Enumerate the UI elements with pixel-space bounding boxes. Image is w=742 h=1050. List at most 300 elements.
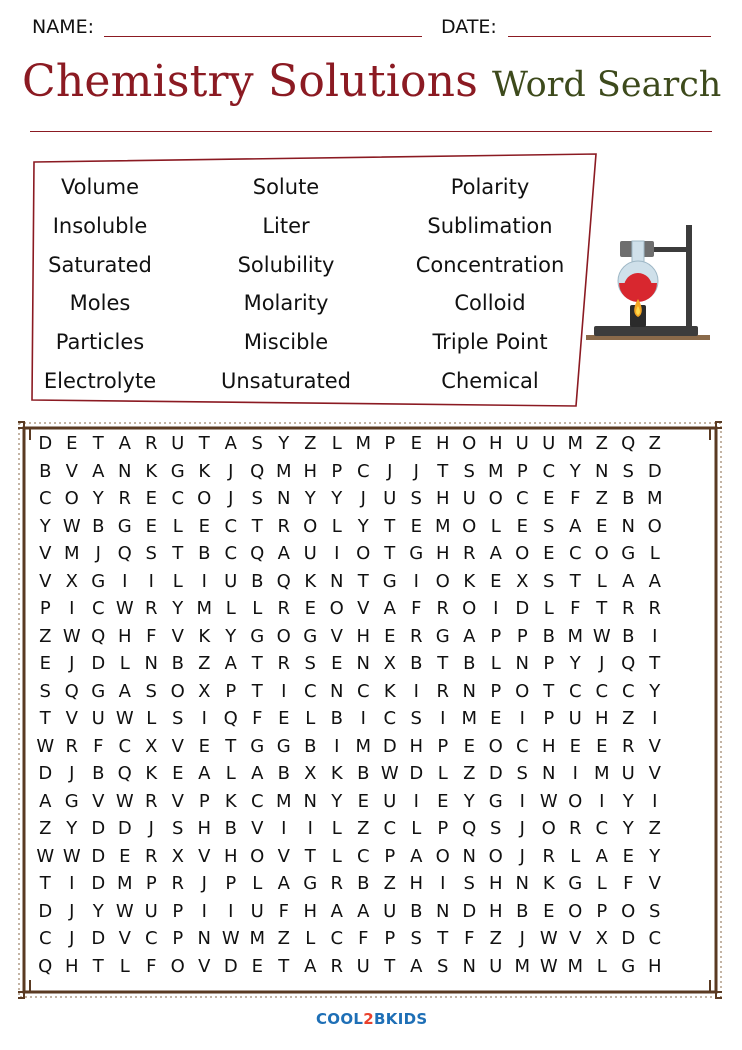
grid-cell[interactable]: O xyxy=(170,955,185,977)
grid-cell[interactable]: G xyxy=(250,625,265,647)
grid-cell[interactable]: H xyxy=(435,543,450,564)
name-field-line[interactable] xyxy=(104,36,422,37)
grid-cell[interactable]: Z xyxy=(39,818,52,839)
grid-cell[interactable]: I xyxy=(307,818,313,839)
grid-cell[interactable]: R xyxy=(171,873,184,894)
grid-cell[interactable]: T xyxy=(384,543,396,564)
grid-cell[interactable]: O xyxy=(197,488,212,509)
grid-cell[interactable]: G xyxy=(250,735,265,757)
grid-cell[interactable]: S xyxy=(172,708,184,729)
grid-cell[interactable]: I xyxy=(201,570,207,592)
grid-cell[interactable]: J xyxy=(228,460,234,482)
grid-cell[interactable]: K xyxy=(198,460,211,482)
grid-cell[interactable]: C xyxy=(250,790,264,812)
grid-cell[interactable]: G xyxy=(382,570,397,592)
grid-cell[interactable]: G xyxy=(91,680,106,702)
grid-cell[interactable]: D xyxy=(38,900,53,922)
grid-cell[interactable]: M xyxy=(355,433,372,454)
grid-cell[interactable]: D xyxy=(91,873,106,894)
grid-cell[interactable]: L xyxy=(331,433,342,454)
grid-cell[interactable]: U xyxy=(224,570,238,592)
grid-cell[interactable]: Z xyxy=(304,433,317,454)
grid-cell[interactable]: Y xyxy=(649,680,661,702)
grid-cell[interactable]: E xyxy=(357,790,369,812)
grid-cell[interactable]: E xyxy=(622,845,634,867)
grid-cell[interactable]: C xyxy=(568,543,582,564)
grid-cell[interactable]: A xyxy=(277,873,290,894)
grid-cell[interactable]: K xyxy=(463,570,476,592)
grid-cell[interactable]: P xyxy=(543,708,555,729)
grid-cell[interactable]: M xyxy=(487,460,504,482)
grid-cell[interactable]: R xyxy=(436,598,449,619)
grid-cell[interactable]: I xyxy=(228,900,234,922)
grid-cell[interactable]: Y xyxy=(649,845,661,867)
grid-cell[interactable]: N xyxy=(595,460,609,482)
grid-cell[interactable]: P xyxy=(543,653,555,674)
grid-cell[interactable]: W xyxy=(62,515,81,537)
grid-cell[interactable]: N xyxy=(462,955,476,977)
grid-cell[interactable]: O xyxy=(435,570,450,592)
grid-cell[interactable]: L xyxy=(252,873,263,894)
grid-cell[interactable]: P xyxy=(384,928,396,949)
grid-cell[interactable]: P xyxy=(225,680,237,702)
grid-cell[interactable]: E xyxy=(198,515,210,537)
grid-cell[interactable]: Q xyxy=(276,570,291,592)
grid-cell[interactable]: W xyxy=(221,928,240,949)
grid-cell[interactable]: C xyxy=(621,680,635,702)
grid-cell[interactable]: E xyxy=(278,708,290,729)
grid-cell[interactable]: L xyxy=(119,955,130,977)
grid-cell[interactable]: M xyxy=(567,625,584,647)
grid-cell[interactable]: D xyxy=(91,653,106,674)
grid-cell[interactable]: Q xyxy=(621,433,636,454)
grid-cell[interactable]: Q xyxy=(64,680,79,702)
grid-cell[interactable]: E xyxy=(145,488,157,509)
grid-cell[interactable]: C xyxy=(38,928,52,949)
grid-cell[interactable]: C xyxy=(91,598,105,619)
grid-cell[interactable]: I xyxy=(69,598,75,619)
grid-cell[interactable]: K xyxy=(383,680,396,702)
grid-cell[interactable]: T xyxy=(172,543,184,564)
grid-cell[interactable]: S xyxy=(39,680,51,702)
grid-cell[interactable]: D xyxy=(91,845,106,867)
grid-cell[interactable]: A xyxy=(198,763,211,784)
grid-cell[interactable]: Z xyxy=(648,818,661,839)
grid-cell[interactable]: H xyxy=(303,460,318,482)
grid-cell[interactable]: J xyxy=(95,543,101,564)
grid-cell[interactable]: L xyxy=(305,708,316,729)
grid-cell[interactable]: I xyxy=(201,900,207,922)
grid-cell[interactable]: G xyxy=(91,570,106,592)
grid-cell[interactable]: I xyxy=(413,680,419,702)
grid-cell[interactable]: U xyxy=(144,900,158,922)
grid-cell[interactable]: G xyxy=(170,460,185,482)
grid-cell[interactable]: S xyxy=(543,570,555,592)
grid-cell[interactable]: T xyxy=(92,433,104,454)
grid-cell[interactable]: C xyxy=(224,515,238,537)
grid-cell[interactable]: L xyxy=(252,598,263,619)
grid-cell[interactable]: O xyxy=(488,845,503,867)
grid-cell[interactable]: E xyxy=(304,598,316,619)
grid-cell[interactable]: Z xyxy=(648,433,661,454)
grid-cell[interactable]: P xyxy=(331,460,343,482)
grid-cell[interactable]: T xyxy=(357,570,369,592)
grid-cell[interactable]: O xyxy=(541,818,556,839)
grid-cell[interactable]: A xyxy=(463,625,476,647)
grid-cell[interactable]: N xyxy=(542,763,556,784)
grid-cell[interactable]: L xyxy=(225,763,236,784)
grid-cell[interactable]: Y xyxy=(172,598,184,619)
grid-cell[interactable]: V xyxy=(569,928,582,949)
grid-cell[interactable]: O xyxy=(515,543,530,564)
grid-cell[interactable]: L xyxy=(543,598,554,619)
grid-cell[interactable]: M xyxy=(646,488,663,509)
grid-cell[interactable]: Z xyxy=(595,433,608,454)
grid-cell[interactable]: Q xyxy=(462,818,477,839)
grid-cell[interactable]: J xyxy=(599,653,605,674)
grid-cell[interactable]: M xyxy=(593,763,610,784)
grid-cell[interactable]: C xyxy=(171,488,185,509)
grid-cell[interactable]: M xyxy=(461,708,478,729)
grid-cell[interactable]: O xyxy=(170,680,185,702)
grid-cell[interactable]: O xyxy=(462,515,477,537)
grid-cell[interactable]: N xyxy=(118,460,132,482)
grid-cell[interactable]: T xyxy=(251,515,263,537)
grid-cell[interactable]: U xyxy=(171,433,185,454)
grid-cell[interactable]: F xyxy=(411,598,422,619)
grid-cell[interactable]: E xyxy=(463,735,475,757)
grid-cell[interactable]: Y xyxy=(463,790,475,812)
grid-cell[interactable]: T xyxy=(437,460,449,482)
grid-cell[interactable]: J xyxy=(228,488,234,509)
grid-cell[interactable]: D xyxy=(38,763,53,784)
grid-cell[interactable]: V xyxy=(251,818,264,839)
grid-cell[interactable]: Y xyxy=(569,653,581,674)
grid-cell[interactable]: X xyxy=(145,735,158,757)
grid-cell[interactable]: R xyxy=(330,873,343,894)
grid-cell[interactable]: Y xyxy=(39,515,51,537)
grid-cell[interactable]: D xyxy=(488,763,503,784)
grid-cell[interactable]: N xyxy=(356,653,370,674)
grid-cell[interactable]: G xyxy=(568,873,583,894)
grid-cell[interactable]: S xyxy=(516,763,528,784)
grid-cell[interactable]: Y xyxy=(278,433,290,454)
grid-cell[interactable]: F xyxy=(464,928,475,949)
grid-cell[interactable]: U xyxy=(383,900,397,922)
grid-cell[interactable]: O xyxy=(250,845,265,867)
grid-cell[interactable]: C xyxy=(542,460,556,482)
grid-cell[interactable]: T xyxy=(596,598,608,619)
grid-cell[interactable]: C xyxy=(648,928,662,949)
grid-cell[interactable]: V xyxy=(171,625,184,647)
grid-cell[interactable]: H xyxy=(647,955,662,977)
grid-cell[interactable]: K xyxy=(542,873,555,894)
grid-cell[interactable]: V xyxy=(648,763,661,784)
grid-cell[interactable]: S xyxy=(543,515,555,537)
grid-cell[interactable]: I xyxy=(652,708,658,729)
grid-cell[interactable]: H xyxy=(64,955,79,977)
grid-cell[interactable]: Z xyxy=(489,928,502,949)
grid-cell[interactable]: Y xyxy=(225,625,237,647)
grid-cell[interactable]: S xyxy=(145,680,157,702)
grid-cell[interactable]: C xyxy=(595,680,609,702)
grid-cell[interactable]: D xyxy=(38,433,53,454)
grid-cell[interactable]: E xyxy=(145,515,157,537)
grid-cell[interactable]: L xyxy=(331,818,342,839)
grid-cell[interactable]: N xyxy=(197,928,211,949)
grid-cell[interactable]: I xyxy=(652,790,658,812)
grid-cell[interactable]: H xyxy=(488,433,503,454)
grid-cell[interactable]: V xyxy=(277,845,290,867)
grid-cell[interactable]: F xyxy=(570,598,581,619)
grid-cell[interactable]: Y xyxy=(304,488,316,509)
grid-cell[interactable]: C xyxy=(383,708,397,729)
grid-cell[interactable]: T xyxy=(543,680,555,702)
grid-cell[interactable]: N xyxy=(515,873,529,894)
grid-cell[interactable]: P xyxy=(596,900,608,922)
grid-cell[interactable]: S xyxy=(490,818,502,839)
grid-cell[interactable]: B xyxy=(198,543,211,564)
grid-cell[interactable]: R xyxy=(144,433,158,454)
grid-cell[interactable]: O xyxy=(356,543,371,564)
grid-cell[interactable]: D xyxy=(462,900,477,922)
grid-cell[interactable]: B xyxy=(542,625,555,647)
grid-cell[interactable]: I xyxy=(334,735,340,757)
grid-cell[interactable]: H xyxy=(356,625,371,647)
grid-cell[interactable]: B xyxy=(516,900,529,922)
grid-cell[interactable]: D xyxy=(91,818,106,839)
grid-cell[interactable]: I xyxy=(599,790,605,812)
grid-cell[interactable]: Z xyxy=(39,625,52,647)
grid-cell[interactable]: L xyxy=(331,845,342,867)
grid-cell[interactable]: V xyxy=(171,790,184,812)
grid-cell[interactable]: Y xyxy=(66,818,78,839)
grid-cell[interactable]: V xyxy=(65,460,78,482)
grid-cell[interactable]: E xyxy=(251,955,263,977)
grid-cell[interactable]: N xyxy=(330,570,344,592)
grid-cell[interactable]: N xyxy=(303,790,317,812)
grid-cell[interactable]: T xyxy=(649,653,661,674)
grid-cell[interactable]: U xyxy=(621,763,635,784)
grid-cell[interactable]: V xyxy=(171,735,184,757)
grid-cell[interactable]: D xyxy=(409,763,424,784)
grid-cell[interactable]: B xyxy=(304,735,317,757)
grid-cell[interactable]: K xyxy=(145,763,158,784)
grid-cell[interactable]: B xyxy=(622,488,635,509)
grid-cell[interactable]: B xyxy=(171,653,184,674)
grid-cell[interactable]: E xyxy=(596,515,608,537)
grid-cell[interactable]: A xyxy=(357,900,370,922)
grid-cell[interactable]: M xyxy=(249,928,266,949)
grid-cell[interactable]: U xyxy=(91,708,105,729)
grid-cell[interactable]: X xyxy=(383,653,396,674)
grid-cell[interactable]: L xyxy=(172,515,183,537)
grid-cell[interactable]: U xyxy=(383,790,397,812)
grid-cell[interactable]: O xyxy=(568,790,583,812)
grid-cell[interactable]: R xyxy=(118,488,131,509)
grid-cell[interactable]: Y xyxy=(92,488,104,509)
grid-cell[interactable]: F xyxy=(252,708,263,729)
grid-cell[interactable]: O xyxy=(276,625,291,647)
grid-cell[interactable]: N xyxy=(462,845,476,867)
grid-cell[interactable]: U xyxy=(462,488,476,509)
grid-cell[interactable]: B xyxy=(277,763,290,784)
grid-cell[interactable]: W xyxy=(62,845,81,867)
grid-cell[interactable]: Y xyxy=(622,790,634,812)
grid-cell[interactable]: W xyxy=(539,928,558,949)
grid-cell[interactable]: F xyxy=(146,955,157,977)
grid-cell[interactable]: C xyxy=(515,488,529,509)
grid-cell[interactable]: P xyxy=(384,433,396,454)
grid-cell[interactable]: E xyxy=(39,653,51,674)
grid-cell[interactable]: P xyxy=(437,818,449,839)
grid-cell[interactable]: E xyxy=(119,845,131,867)
grid-cell[interactable]: B xyxy=(410,653,423,674)
grid-cell[interactable]: W xyxy=(115,900,134,922)
grid-cell[interactable]: N xyxy=(330,680,344,702)
grid-cell[interactable]: M xyxy=(567,433,584,454)
grid-cell[interactable]: P xyxy=(384,845,396,867)
grid-cell[interactable]: S xyxy=(251,433,263,454)
grid-cell[interactable]: O xyxy=(462,433,477,454)
grid-cell[interactable]: C xyxy=(38,488,52,509)
grid-cell[interactable]: E xyxy=(596,735,608,757)
grid-cell[interactable]: E xyxy=(66,433,78,454)
grid-cell[interactable]: B xyxy=(92,515,105,537)
grid-cell[interactable]: A xyxy=(648,570,661,592)
grid-cell[interactable]: I xyxy=(493,598,499,619)
grid-cell[interactable]: S xyxy=(172,818,184,839)
grid-cell[interactable]: W xyxy=(115,790,134,812)
grid-cell[interactable]: K xyxy=(304,570,317,592)
grid-cell[interactable]: T xyxy=(304,845,316,867)
grid-cell[interactable]: X xyxy=(595,928,608,949)
grid-cell[interactable]: J xyxy=(69,928,75,949)
grid-cell[interactable]: H xyxy=(223,845,238,867)
grid-cell[interactable]: O xyxy=(568,900,583,922)
grid-cell[interactable]: I xyxy=(69,873,75,894)
grid-cell[interactable]: T xyxy=(251,653,263,674)
grid-cell[interactable]: E xyxy=(172,763,184,784)
grid-cell[interactable]: S xyxy=(410,488,422,509)
grid-cell[interactable]: B xyxy=(224,818,237,839)
grid-cell[interactable]: A xyxy=(224,433,237,454)
grid-cell[interactable]: W xyxy=(592,625,611,647)
grid-cell[interactable]: J xyxy=(201,873,207,894)
grid-cell[interactable]: T xyxy=(384,955,396,977)
grid-cell[interactable]: H xyxy=(197,818,212,839)
grid-cell[interactable]: I xyxy=(148,570,154,592)
grid-cell[interactable]: V xyxy=(198,955,211,977)
grid-cell[interactable]: U xyxy=(303,543,317,564)
grid-cell[interactable]: W xyxy=(539,955,558,977)
grid-cell[interactable]: A xyxy=(410,955,423,977)
grid-cell[interactable]: E xyxy=(543,900,555,922)
grid-cell[interactable]: Z xyxy=(595,488,608,509)
grid-cell[interactable]: P xyxy=(516,460,528,482)
grid-cell[interactable]: T xyxy=(437,653,449,674)
grid-cell[interactable]: C xyxy=(144,928,158,949)
grid-cell[interactable]: Q xyxy=(223,708,238,729)
grid-cell[interactable]: L xyxy=(172,570,183,592)
grid-cell[interactable]: W xyxy=(62,625,81,647)
grid-cell[interactable]: W xyxy=(115,708,134,729)
grid-cell[interactable]: V xyxy=(39,543,52,564)
grid-cell[interactable]: I xyxy=(652,625,658,647)
grid-cell[interactable]: U xyxy=(489,955,503,977)
grid-cell[interactable]: R xyxy=(144,598,158,619)
grid-cell[interactable]: C xyxy=(224,543,238,564)
grid-cell[interactable]: J xyxy=(69,653,75,674)
grid-cell[interactable]: L xyxy=(146,708,157,729)
grid-cell[interactable]: I xyxy=(122,570,128,592)
grid-cell[interactable]: Z xyxy=(383,873,396,894)
grid-cell[interactable]: V xyxy=(357,598,370,619)
grid-cell[interactable]: P xyxy=(172,928,184,949)
grid-cell[interactable]: E xyxy=(490,708,502,729)
grid-cell[interactable]: I xyxy=(413,790,419,812)
grid-cell[interactable]: A xyxy=(489,543,502,564)
grid-cell[interactable]: G xyxy=(435,625,450,647)
grid-cell[interactable]: D xyxy=(91,928,106,949)
grid-cell[interactable]: I xyxy=(440,873,446,894)
grid-cell[interactable]: Q xyxy=(250,460,265,482)
grid-cell[interactable]: L xyxy=(119,653,130,674)
grid-cell[interactable]: O xyxy=(488,735,503,757)
grid-cell[interactable]: N xyxy=(436,900,450,922)
grid-cell[interactable]: B xyxy=(357,873,370,894)
grid-cell[interactable]: A xyxy=(277,543,290,564)
grid-cell[interactable]: C xyxy=(515,735,529,757)
grid-cell[interactable]: I xyxy=(519,790,525,812)
grid-cell[interactable]: V xyxy=(648,873,661,894)
grid-cell[interactable]: S xyxy=(437,955,449,977)
grid-cell[interactable]: Q xyxy=(91,625,106,647)
grid-cell[interactable]: J xyxy=(519,928,525,949)
grid-cell[interactable]: K xyxy=(145,460,158,482)
grid-cell[interactable]: C xyxy=(330,928,344,949)
grid-cell[interactable]: V xyxy=(198,845,211,867)
grid-cell[interactable]: M xyxy=(434,515,451,537)
grid-cell[interactable]: U xyxy=(250,900,264,922)
grid-cell[interactable]: W xyxy=(380,763,399,784)
grid-cell[interactable]: V xyxy=(39,570,52,592)
grid-cell[interactable]: C xyxy=(383,818,397,839)
grid-cell[interactable]: R xyxy=(277,598,290,619)
grid-cell[interactable]: C xyxy=(356,845,370,867)
grid-cell[interactable]: Z xyxy=(463,763,476,784)
grid-cell[interactable]: Y xyxy=(357,515,369,537)
grid-cell[interactable]: Y xyxy=(622,818,634,839)
grid-cell[interactable]: E xyxy=(543,488,555,509)
date-field-line[interactable] xyxy=(508,36,711,37)
grid-cell[interactable]: Y xyxy=(569,460,581,482)
grid-cell[interactable]: W xyxy=(36,845,55,867)
grid-cell[interactable]: B xyxy=(92,763,105,784)
grid-cell[interactable]: G xyxy=(64,790,79,812)
grid-cell[interactable]: D xyxy=(621,928,636,949)
grid-cell[interactable]: X xyxy=(171,845,184,867)
grid-cell[interactable]: Q xyxy=(250,543,265,564)
grid-cell[interactable]: R xyxy=(409,625,423,647)
grid-cell[interactable]: F xyxy=(278,900,289,922)
grid-cell[interactable]: J xyxy=(69,900,75,922)
grid-cell[interactable]: I xyxy=(281,680,287,702)
grid-cell[interactable]: E xyxy=(198,735,210,757)
grid-cell[interactable]: G xyxy=(621,955,636,977)
grid-cell[interactable]: K xyxy=(330,763,343,784)
grid-cell[interactable]: G xyxy=(303,625,318,647)
